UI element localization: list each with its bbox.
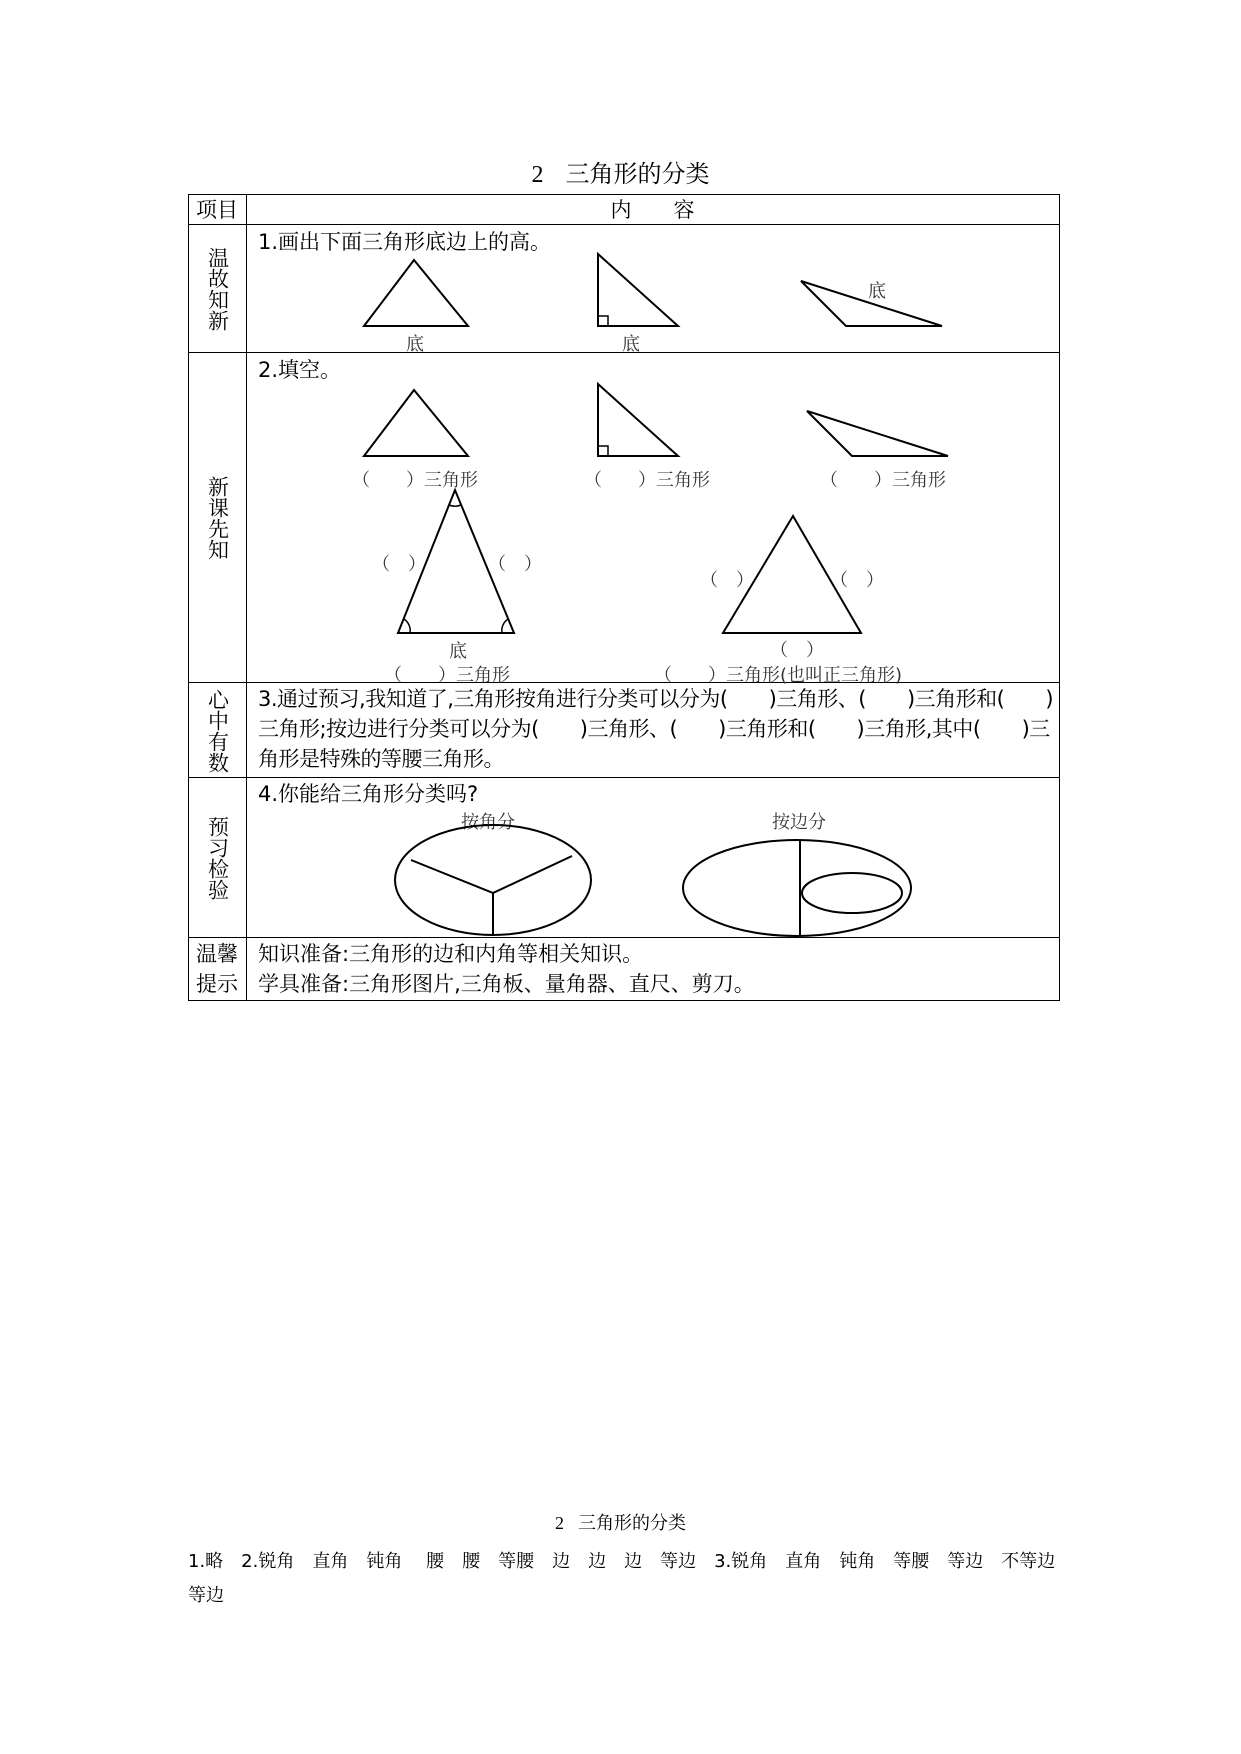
answers-title-number: 2	[555, 1513, 564, 1533]
by-angle-label: 按角分	[461, 812, 515, 833]
answers-text: 1.略 2.锐角 直角 钝角 腰 腰 等腰 边 边 边 等边 3.锐角 直角 钝角 等腰 等边 不等边 等边	[188, 1551, 1074, 1606]
iso-caption: （ ）三角形	[384, 665, 510, 686]
equilateral-triangle	[723, 516, 861, 633]
answers-title	[0, 1510, 1241, 1537]
question-1: 1.画出下面三角形底边上的高。	[258, 230, 552, 254]
blank-caption-obtuse: （ ）三角形	[820, 470, 946, 491]
base-label-3: 底	[868, 281, 886, 301]
acute-triangle	[364, 390, 468, 456]
by-angle-divider-left	[411, 860, 493, 893]
question-4: 4.你能给三角形分类吗?	[258, 782, 479, 806]
tips-label-text: 温馨提示	[196, 942, 238, 996]
tips-line-1: 知识准备:三角形的边和内角等相关知识。	[258, 942, 644, 966]
section-label-preview: 新课先知	[205, 476, 230, 560]
tips-line-2: 学具准备:三角形图片,三角板、量角器、直尺、剪刀。	[258, 972, 755, 996]
by-angle-divider-right	[493, 856, 572, 893]
title-number: 2	[531, 162, 544, 188]
obtuse-triangle	[807, 411, 948, 456]
section-label-check: 预习检验	[205, 816, 230, 900]
title-text: 三角形的分类	[565, 160, 710, 188]
iso-apex-angle-mark	[449, 505, 461, 506]
section-label-summary: 心中有数	[205, 688, 230, 773]
iso-side-mark-left: （ ）	[372, 554, 426, 575]
review-right-triangle	[598, 254, 678, 326]
question-3: 3.通过预习,我知道了,三角形按角进行分类可以分为( )三角形、( )三角形和( )三角形;按边进行分类可以分为( )三角形、( )三角形和( )三角形,其中( )三角形是特殊的等腰三角形。	[258, 687, 1054, 771]
header-content: 内 容	[610, 198, 695, 222]
base-label-2: 底	[622, 334, 640, 354]
isosceles-triangle	[398, 490, 514, 633]
by-side-inner-ellipse	[802, 873, 902, 913]
review-acute-triangle	[364, 260, 468, 326]
header-item: 项目	[196, 198, 238, 222]
iso-base-angle-right	[502, 619, 508, 633]
section-label-review: 温故知新	[205, 247, 230, 331]
right-triangle	[598, 384, 678, 456]
equi-side-mark-right: （ ）	[830, 570, 884, 591]
right-angle-mark	[598, 446, 608, 456]
base-label-1: 底	[406, 334, 424, 354]
by-side-label: 按边分	[772, 812, 826, 833]
iso-base-label: 底	[449, 641, 467, 661]
review-right-angle-mark	[598, 316, 608, 326]
by-side-ellipse	[683, 840, 911, 936]
equi-side-mark-bottom: （ ）	[770, 640, 824, 661]
equi-side-mark-left: （ ）	[700, 570, 754, 591]
blank-caption-acute: （ ）三角形	[352, 470, 478, 491]
equi-caption: （ ）三角形(也叫正三角形)	[654, 665, 903, 686]
review-obtuse-triangle	[801, 281, 942, 326]
question-2: 2.填空。	[258, 358, 342, 382]
answers-title-text: 三角形的分类	[578, 1513, 686, 1534]
blank-caption-right: （ ）三角形	[584, 470, 710, 491]
iso-side-mark-right: （ ）	[488, 554, 542, 575]
iso-base-angle-left	[404, 619, 410, 633]
